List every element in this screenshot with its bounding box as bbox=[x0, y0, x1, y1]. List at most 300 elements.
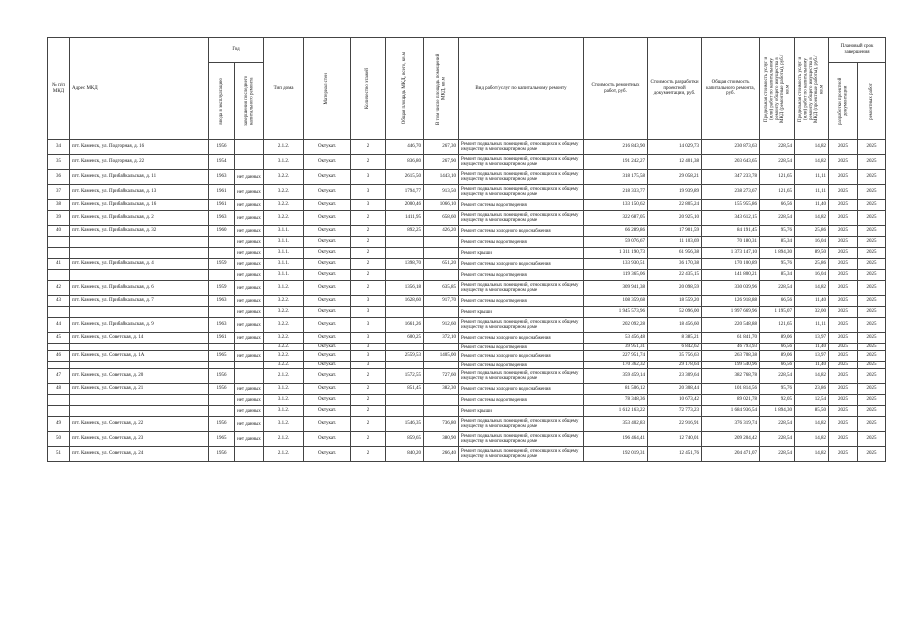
row-repair-cost: 202 092,28 bbox=[584, 318, 648, 333]
row-floors: 3 bbox=[351, 318, 386, 333]
row-work-type: Ремонт подвальных помещений, относящихся к общему имуществу в многоквартирном доме bbox=[459, 447, 584, 462]
row-total-cost: 46 793,93 bbox=[702, 344, 760, 351]
row-repair-cost: 318 175,58 bbox=[584, 170, 648, 185]
row-unit-cost-max: 121,65 bbox=[760, 318, 795, 333]
row-year-commission: 1959 bbox=[209, 281, 235, 296]
row-unit-cost-design: 25,86 bbox=[795, 226, 829, 237]
row-deadline-repair: 2025 bbox=[858, 344, 886, 351]
row-year-overhaul: нет данных bbox=[235, 281, 264, 296]
row-total-cost: 101 814,56 bbox=[702, 384, 760, 395]
row-address bbox=[70, 395, 209, 406]
row-year-overhaul: нет данных bbox=[235, 296, 264, 307]
row-unit-cost-design: 11,40 bbox=[795, 200, 829, 211]
row-repair-cost: 133 150,62 bbox=[584, 200, 648, 211]
row-deadline-repair: 2025 bbox=[858, 281, 886, 296]
header-deadline: Плановый срок завершения bbox=[829, 38, 886, 63]
row-num: 34 bbox=[48, 140, 70, 155]
row-wall-material: Октукат. bbox=[304, 417, 351, 432]
row-total-cost: 84 191,45 bbox=[702, 226, 760, 237]
header-repair-cost: Стоимость ремонтных работ, руб. bbox=[584, 38, 648, 140]
row-address bbox=[70, 237, 209, 248]
row-address: пгт. Каменск, ул. Прибайкальская, д. 2 bbox=[70, 211, 209, 226]
row-total-area bbox=[386, 406, 424, 417]
row-wall-material: Октукат. bbox=[304, 307, 351, 318]
row-total-area: 1628,60 bbox=[386, 296, 424, 307]
row-living-area: 736,80 bbox=[424, 417, 459, 432]
row-house-type: 3.2.2. bbox=[264, 211, 304, 226]
row-deadline-repair: 2025 bbox=[858, 395, 886, 406]
row-design-cost: 61 956,38 bbox=[648, 248, 702, 259]
row-num bbox=[48, 307, 70, 318]
row-deadline-repair: 2025 bbox=[858, 447, 886, 462]
row-deadline-design: 2025 bbox=[829, 351, 858, 362]
row-house-type: 2.1.2. bbox=[264, 369, 304, 384]
row-total-area bbox=[386, 362, 424, 369]
row-address: пгт. Каменск, ул. Советская, д. 14 bbox=[70, 333, 209, 344]
row-living-area: 658,60 bbox=[424, 211, 459, 226]
row-unit-cost-design: 11,11 bbox=[795, 170, 829, 185]
table-row bbox=[48, 185, 886, 200]
row-year-commission: 1960 bbox=[209, 226, 235, 237]
row-floors: 2 bbox=[351, 369, 386, 384]
row-unit-cost-design: 11,40 bbox=[795, 296, 829, 307]
row-year-commission bbox=[209, 344, 235, 351]
row-repair-cost: 216 843,90 bbox=[584, 140, 648, 155]
row-design-cost: 20 098,59 bbox=[648, 281, 702, 296]
row-living-area: 1405,00 bbox=[424, 351, 459, 362]
row-living-area: 917,70 bbox=[424, 296, 459, 307]
row-address: пгт. Каменск, ул. Советская, д. 1А bbox=[70, 351, 209, 362]
row-work-type: Ремонт системы холодного водоснабжения bbox=[459, 333, 584, 344]
row-deadline-repair: 2025 bbox=[858, 170, 886, 185]
row-repair-cost: 192 019,31 bbox=[584, 447, 648, 462]
row-total-cost: 89 021,78 bbox=[702, 395, 760, 406]
row-work-type: Ремонт системы водоотведения bbox=[459, 270, 584, 281]
table-row bbox=[48, 200, 886, 211]
row-unit-cost-design: 32,00 bbox=[795, 307, 829, 318]
row-wall-material: Октукат. bbox=[304, 140, 351, 155]
row-unit-cost-design: 13,97 bbox=[795, 333, 829, 344]
row-unit-cost-max: 228,54 bbox=[760, 417, 795, 432]
row-address bbox=[70, 362, 209, 369]
row-deadline-repair: 2025 bbox=[858, 406, 886, 417]
header-work-type: Вид работ/услуг по капитальному ремонту bbox=[459, 38, 584, 140]
row-deadline-repair: 2025 bbox=[858, 432, 886, 447]
row-deadline-repair: 2025 bbox=[858, 226, 886, 237]
header-design-cost: Стоимость разработки проектной документации, руб. bbox=[648, 38, 702, 140]
row-house-type: 3.1.1. bbox=[264, 259, 304, 270]
row-deadline-repair: 2025 bbox=[858, 140, 886, 155]
row-work-type: Ремонт подвальных помещений, относящихся к общему имуществу в многоквартирном доме bbox=[459, 417, 584, 432]
row-total-area: 1661,26 bbox=[386, 318, 424, 333]
row-design-cost: 19 939,89 bbox=[648, 185, 702, 200]
row-wall-material: Октукат. bbox=[304, 259, 351, 270]
row-address: пгт. Каменск, ул. Прибайкальская, д. 4 bbox=[70, 259, 209, 270]
row-deadline-design: 2025 bbox=[829, 185, 858, 200]
row-unit-cost-design: 25,86 bbox=[795, 259, 829, 270]
header-unit-cost-design: Предельная стоимость услуг и (или) работ по капитальному ремонту общего имущества в МКД (проектные работы), руб./кв.м bbox=[795, 38, 829, 140]
row-unit-cost-max: 95,76 bbox=[760, 226, 795, 237]
row-total-cost: 61 841,70 bbox=[702, 333, 760, 344]
row-floors: 2 bbox=[351, 140, 386, 155]
row-num: 47 bbox=[48, 369, 70, 384]
row-repair-cost: 59 076,67 bbox=[584, 237, 648, 248]
row-unit-cost-max: 228,54 bbox=[760, 140, 795, 155]
row-house-type: 3.2.2. bbox=[264, 333, 304, 344]
row-design-cost: 29 178,64 bbox=[648, 362, 702, 369]
row-unit-cost-max: 66,56 bbox=[760, 200, 795, 211]
row-year-overhaul: нет данных bbox=[235, 318, 264, 333]
row-deadline-repair: 2025 bbox=[858, 318, 886, 333]
table-row bbox=[48, 384, 886, 395]
row-address bbox=[70, 248, 209, 259]
row-design-cost: 12 740,01 bbox=[648, 432, 702, 447]
row-work-type: Ремонт подвальных помещений, относящихся к общему имуществу в многоквартирном доме bbox=[459, 155, 584, 170]
row-repair-cost: 1 311 190,73 bbox=[584, 248, 648, 259]
row-house-type: 3.1.1. bbox=[264, 270, 304, 281]
row-repair-cost: 218 333,77 bbox=[584, 185, 648, 200]
row-address: пгт. Каменск, ул. Советская, д. 20 bbox=[70, 369, 209, 384]
row-design-cost: 22 916,91 bbox=[648, 417, 702, 432]
row-num: 44 bbox=[48, 318, 70, 333]
row-unit-cost-max: 66,56 bbox=[760, 344, 795, 351]
row-total-area: 2559,53 bbox=[386, 351, 424, 362]
row-design-cost: 29 058,21 bbox=[648, 170, 702, 185]
row-total-area: 1794,77 bbox=[386, 185, 424, 200]
row-year-commission: 1959 bbox=[209, 259, 235, 270]
row-num: 49 bbox=[48, 417, 70, 432]
row-year-commission: 1956 bbox=[209, 140, 235, 155]
row-year-commission bbox=[209, 270, 235, 281]
row-wall-material: Октукат. bbox=[304, 200, 351, 211]
row-floors: 2 bbox=[351, 395, 386, 406]
row-house-type: 3.1.2. bbox=[264, 281, 304, 296]
row-deadline-repair: 2025 bbox=[858, 259, 886, 270]
row-address: пгт. Каменск, ул. Прибайкальская, д. 32 bbox=[70, 226, 209, 237]
row-year-overhaul: нет данных bbox=[235, 384, 264, 395]
row-work-type: Ремонт подвальных помещений, относящихся к общему имуществу в многоквартирном доме bbox=[459, 185, 584, 200]
row-living-area: 266,40 bbox=[424, 447, 459, 462]
row-unit-cost-design: 11,40 bbox=[795, 362, 829, 369]
row-unit-cost-design: 14,82 bbox=[795, 447, 829, 462]
table-row bbox=[48, 237, 886, 248]
row-floors: 3 bbox=[351, 333, 386, 344]
table-body bbox=[48, 140, 886, 462]
header-num: № п/п МКД bbox=[48, 38, 70, 140]
row-year-commission: 1965 bbox=[209, 351, 235, 362]
row-total-area: 859,65 bbox=[386, 432, 424, 447]
row-num: 43 bbox=[48, 296, 70, 307]
row-year-commission: 1954 bbox=[209, 155, 235, 170]
row-num bbox=[48, 248, 70, 259]
row-work-type: Ремонт подвальных помещений, относящихся к общему имуществу в многоквартирном доме bbox=[459, 318, 584, 333]
row-total-area: 1546,35 bbox=[386, 417, 424, 432]
table-row bbox=[48, 307, 886, 318]
row-deadline-design: 2025 bbox=[829, 417, 858, 432]
row-year-overhaul: нет данных bbox=[235, 200, 264, 211]
row-design-cost: 18 456,60 bbox=[648, 318, 702, 333]
row-year-commission: 1963 bbox=[209, 318, 235, 333]
row-address: пгт. Каменск, ул. Прибайкальская, д. 13 bbox=[70, 185, 209, 200]
row-year-overhaul: нет данных bbox=[235, 307, 264, 318]
row-living-area bbox=[424, 307, 459, 318]
table-row bbox=[48, 432, 886, 447]
row-total-cost: 263 708,38 bbox=[702, 351, 760, 362]
row-repair-cost: 66 289,86 bbox=[584, 226, 648, 237]
row-design-cost: 8 385,21 bbox=[648, 333, 702, 344]
row-work-type: Ремонт системы водоотведения bbox=[459, 296, 584, 307]
row-year-commission bbox=[209, 248, 235, 259]
row-deadline-design: 2025 bbox=[829, 248, 858, 259]
row-num: 50 bbox=[48, 432, 70, 447]
row-design-cost: 35 756,63 bbox=[648, 351, 702, 362]
table-row bbox=[48, 281, 886, 296]
row-total-cost: 330 039,96 bbox=[702, 281, 760, 296]
row-living-area bbox=[424, 270, 459, 281]
row-living-area: 372,10 bbox=[424, 333, 459, 344]
row-deadline-design: 2025 bbox=[829, 384, 858, 395]
row-house-type: 2.1.2. bbox=[264, 432, 304, 447]
row-work-type: Ремонт подвальных помещений, относящихся к общему имуществу в многоквартирном доме bbox=[459, 281, 584, 296]
row-living-area: 267,30 bbox=[424, 140, 459, 155]
row-wall-material: Октукат. bbox=[304, 406, 351, 417]
row-repair-cost: 322 687,05 bbox=[584, 211, 648, 226]
row-year-commission: 1956 bbox=[209, 369, 235, 384]
row-year-commission: 1961 bbox=[209, 185, 235, 200]
row-total-area bbox=[386, 395, 424, 406]
row-work-type: Ремонт системы водоотведения bbox=[459, 395, 584, 406]
row-num: 46 bbox=[48, 351, 70, 362]
row-unit-cost-max: 85,34 bbox=[760, 237, 795, 248]
row-deadline-design: 2025 bbox=[829, 155, 858, 170]
row-num bbox=[48, 406, 70, 417]
row-total-cost: 204 471,07 bbox=[702, 447, 760, 462]
row-deadline-repair: 2025 bbox=[858, 369, 886, 384]
row-total-area: 1398,70 bbox=[386, 259, 424, 270]
row-repair-cost: 1 612 163,22 bbox=[584, 406, 648, 417]
row-deadline-design: 2025 bbox=[829, 447, 858, 462]
row-house-type: 3.2.2. bbox=[264, 318, 304, 333]
table-row bbox=[48, 351, 886, 362]
row-living-area bbox=[424, 406, 459, 417]
row-year-commission: 1965 bbox=[209, 432, 235, 447]
row-year-overhaul: нет данных bbox=[235, 417, 264, 432]
row-deadline-repair: 2025 bbox=[858, 351, 886, 362]
row-wall-material: Октукат. bbox=[304, 296, 351, 307]
row-year-overhaul: нет данных bbox=[235, 351, 264, 362]
row-unit-cost-design: 11,11 bbox=[795, 185, 829, 200]
row-work-type: Ремонт подвальных помещений, относящихся к общему имуществу в многоквартирном доме bbox=[459, 170, 584, 185]
row-work-type: Ремонт подвальных помещений, относящихся к общему имуществу в многоквартирном доме bbox=[459, 211, 584, 226]
row-house-type: 3.1.1. bbox=[264, 226, 304, 237]
row-deadline-design: 2025 bbox=[829, 395, 858, 406]
row-work-type: Ремонт системы холодного водоснабжения bbox=[459, 351, 584, 362]
row-year-commission bbox=[209, 307, 235, 318]
row-work-type: Ремонт системы водоотведения bbox=[459, 200, 584, 211]
row-year-overhaul: нет данных bbox=[235, 185, 264, 200]
row-deadline-design: 2025 bbox=[829, 226, 858, 237]
row-design-cost: 17 901,59 bbox=[648, 226, 702, 237]
row-house-type: 3.2.2. bbox=[264, 344, 304, 351]
header-wall-material: Материал стен bbox=[304, 38, 351, 140]
row-wall-material: Октукат. bbox=[304, 248, 351, 259]
row-wall-material: Октукат. bbox=[304, 362, 351, 369]
row-work-type: Ремонт системы холодного водоснабжения bbox=[459, 226, 584, 237]
row-total-cost: 238 273,67 bbox=[702, 185, 760, 200]
row-num: 48 bbox=[48, 384, 70, 395]
row-house-type: 3.1.2. bbox=[264, 384, 304, 395]
table-row bbox=[48, 155, 886, 170]
row-total-area: 840,20 bbox=[386, 447, 424, 462]
row-unit-cost-max: 66,56 bbox=[760, 362, 795, 369]
row-house-type: 3.2.2. bbox=[264, 170, 304, 185]
row-num: 40 bbox=[48, 226, 70, 237]
row-work-type: Ремонт крыши bbox=[459, 406, 584, 417]
row-deadline-repair: 2025 bbox=[858, 307, 886, 318]
table-row bbox=[48, 170, 886, 185]
row-total-cost: 155 955,86 bbox=[702, 200, 760, 211]
row-work-type: Ремонт системы водоотведения bbox=[459, 362, 584, 369]
row-floors: 2 bbox=[351, 417, 386, 432]
row-living-area: 727,60 bbox=[424, 369, 459, 384]
row-design-cost: 12 451,76 bbox=[648, 447, 702, 462]
row-unit-cost-design: 11,40 bbox=[795, 344, 829, 351]
row-deadline-design: 2025 bbox=[829, 170, 858, 185]
row-total-cost: 170 100,89 bbox=[702, 259, 760, 270]
row-num: 36 bbox=[48, 170, 70, 185]
row-floors: 2 bbox=[351, 248, 386, 259]
row-design-cost: 20 925,10 bbox=[648, 211, 702, 226]
row-unit-cost-max: 95,76 bbox=[760, 259, 795, 270]
row-design-cost: 6 842,62 bbox=[648, 344, 702, 351]
capital-repair-table bbox=[47, 37, 886, 462]
row-design-cost: 22 805,24 bbox=[648, 200, 702, 211]
row-year-overhaul: нет данных bbox=[235, 395, 264, 406]
row-repair-cost: 1 945 573,96 bbox=[584, 307, 648, 318]
row-total-cost: 141 800,21 bbox=[702, 270, 760, 281]
row-repair-cost: 227 951,74 bbox=[584, 351, 648, 362]
row-unit-cost-max: 89,06 bbox=[760, 351, 795, 362]
row-repair-cost: 191 242,27 bbox=[584, 155, 648, 170]
table-row bbox=[48, 211, 886, 226]
row-deadline-repair: 2025 bbox=[858, 384, 886, 395]
row-year-overhaul: нет данных bbox=[235, 211, 264, 226]
row-year-commission bbox=[209, 395, 235, 406]
row-num: 37 bbox=[48, 185, 70, 200]
row-living-area: 1443,10 bbox=[424, 170, 459, 185]
row-total-area: 446,70 bbox=[386, 140, 424, 155]
row-floors: 2 bbox=[351, 384, 386, 395]
table-row bbox=[48, 333, 886, 344]
row-num bbox=[48, 362, 70, 369]
table-row bbox=[48, 318, 886, 333]
row-floors: 3 bbox=[351, 170, 386, 185]
row-wall-material: Октукат. bbox=[304, 333, 351, 344]
row-house-type: 3.2.2. bbox=[264, 200, 304, 211]
row-address bbox=[70, 307, 209, 318]
row-unit-cost-max: 228,54 bbox=[760, 447, 795, 462]
row-design-cost: 22 435,15 bbox=[648, 270, 702, 281]
row-year-overhaul bbox=[235, 447, 264, 462]
row-address bbox=[70, 406, 209, 417]
row-wall-material: Октукат. bbox=[304, 432, 351, 447]
row-num: 39 bbox=[48, 211, 70, 226]
table-row bbox=[48, 270, 886, 281]
row-living-area: 635,85 bbox=[424, 281, 459, 296]
row-deadline-repair: 2025 bbox=[858, 185, 886, 200]
row-unit-cost-max: 85,34 bbox=[760, 270, 795, 281]
row-wall-material: Октукат. bbox=[304, 281, 351, 296]
row-floors: 3 bbox=[351, 362, 386, 369]
row-floors: 2 bbox=[351, 406, 386, 417]
header-total-cost: Общая стоимость капитального ремонта, руб. bbox=[702, 38, 760, 140]
row-house-type: 2.1.2. bbox=[264, 140, 304, 155]
row-design-cost: 72 773,23 bbox=[648, 406, 702, 417]
row-living-area bbox=[424, 362, 459, 369]
row-deadline-design: 2025 bbox=[829, 281, 858, 296]
header-deadline-design: разработки проектной документации bbox=[829, 63, 858, 140]
row-repair-cost: 108 359,68 bbox=[584, 296, 648, 307]
row-year-commission bbox=[209, 406, 235, 417]
row-wall-material: Октукат. bbox=[304, 384, 351, 395]
row-wall-material: Октукат. bbox=[304, 447, 351, 462]
row-house-type: 3.2.2. bbox=[264, 307, 304, 318]
row-repair-cost: 39 951,31 bbox=[584, 344, 648, 351]
row-living-area: 651,20 bbox=[424, 259, 459, 270]
row-floors: 2 bbox=[351, 155, 386, 170]
row-deadline-design: 2025 bbox=[829, 369, 858, 384]
row-unit-cost-max: 95,76 bbox=[760, 384, 795, 395]
row-unit-cost-design: 23,86 bbox=[795, 384, 829, 395]
row-num: 41 bbox=[48, 259, 70, 270]
row-unit-cost-design: 11,11 bbox=[795, 318, 829, 333]
row-unit-cost-max: 228,54 bbox=[760, 155, 795, 170]
table-row bbox=[48, 344, 886, 351]
row-deadline-repair: 2025 bbox=[858, 248, 886, 259]
row-year-overhaul bbox=[235, 155, 264, 170]
row-wall-material: Октукат. bbox=[304, 237, 351, 248]
row-total-cost: 1 997 669,96 bbox=[702, 307, 760, 318]
row-living-area bbox=[424, 248, 459, 259]
row-year-commission bbox=[209, 362, 235, 369]
row-floors: 2 bbox=[351, 270, 386, 281]
row-deadline-design: 2025 bbox=[829, 211, 858, 226]
row-floors: 2 bbox=[351, 432, 386, 447]
row-year-overhaul: нет данных bbox=[235, 432, 264, 447]
row-repair-cost: 133 930,51 bbox=[584, 259, 648, 270]
row-deadline-design: 2025 bbox=[829, 237, 858, 248]
row-wall-material: Октукат. bbox=[304, 344, 351, 351]
row-total-area: 2000,46 bbox=[386, 200, 424, 211]
row-unit-cost-design: 14,82 bbox=[795, 211, 829, 226]
row-address: пгт. Каменск, ул. Прибайкальская, д. 16 bbox=[70, 200, 209, 211]
row-total-cost: 347 233,78 bbox=[702, 170, 760, 185]
row-year-overhaul: нет данных bbox=[235, 237, 264, 248]
row-floors: 3 bbox=[351, 307, 386, 318]
row-deadline-repair: 2025 bbox=[858, 211, 886, 226]
header-year-overhaul: завершения последнего капитального ремонта bbox=[235, 63, 264, 140]
table-row bbox=[48, 296, 886, 307]
header-address: Адрес МКД bbox=[70, 38, 209, 140]
row-wall-material: Октукат. bbox=[304, 226, 351, 237]
row-unit-cost-design: 13,97 bbox=[795, 351, 829, 362]
row-total-area bbox=[386, 237, 424, 248]
row-total-area: 1356,18 bbox=[386, 281, 424, 296]
row-total-area: 1411,95 bbox=[386, 211, 424, 226]
row-unit-cost-design: 16,04 bbox=[795, 270, 829, 281]
row-deadline-repair: 2025 bbox=[858, 200, 886, 211]
row-year-commission: 1963 bbox=[209, 296, 235, 307]
